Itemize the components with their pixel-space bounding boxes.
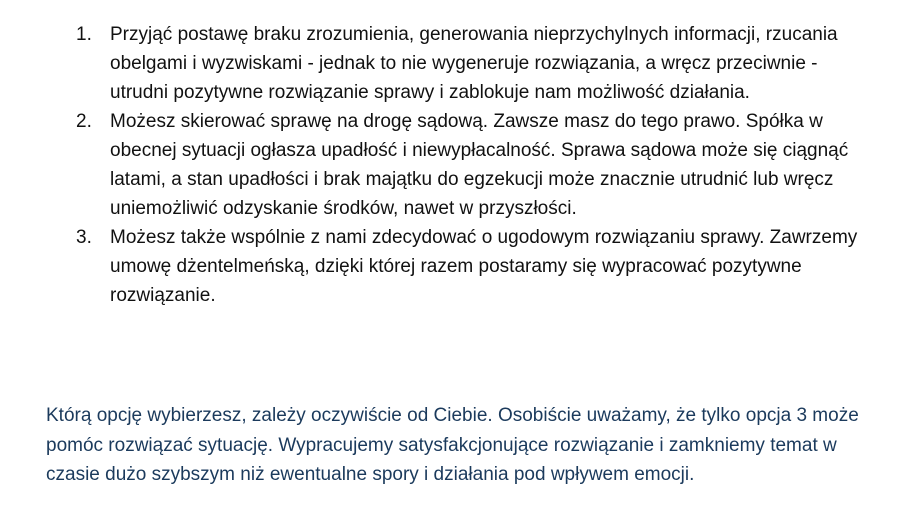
list-item-option-3 [0,223,898,310]
list-item-text: Przyjąć postawę braku zrozumienia, generowania nieprzychylnych informacji, rzucania obelgami i wyzwiskami - jednak to nie wygeneruje rozwiązania, a wręcz przeciwnie - utrudni pozytywne rozwiązanie sprawy i zablokuje nam możliwość działania. [110,24,838,103]
list-item-text: Możesz także wspólnie z nami zdecydować o ugodowym rozwiązaniu sprawy. Zawrzemy umowę dżentelmeńską, dzięki której razem postaramy się wypracować pozytywne rozwiązanie. [110,227,858,306]
list-item-number: 1. [76,24,92,45]
options-list [0,20,898,310]
closing-paragraph: Którą opcję wybierzesz, zależy oczywiście od Ciebie. Osobiście uważamy, że tylko opcja 3 może pomóc rozwiązać sytuację. Wypracujemy satysfakcjonujące rozwiązanie i zamkniemy temat w czasie dużo szybszym niż ewentualne spory i działania pod wpływem emocji. [46,405,859,485]
list-item-number: 3. [76,227,92,248]
list-item-text: Możesz skierować sprawę na drogę sądową. Zawsze masz do tego prawo. Spółka w obecnej sytuacji ogłasza upadłość i niewypłacalność. Sprawa sądowa może się ciągnąć latami, a stan upadłości i brak majątku do egzekucji może znacznie utrudnić lub wręcz uniemożliwić odzyskanie środków, nawet w przyszłości. [110,111,849,219]
list-item-number: 2. [76,111,92,132]
list-item-option-1 [0,20,898,107]
list-item-option-2 [0,107,898,223]
